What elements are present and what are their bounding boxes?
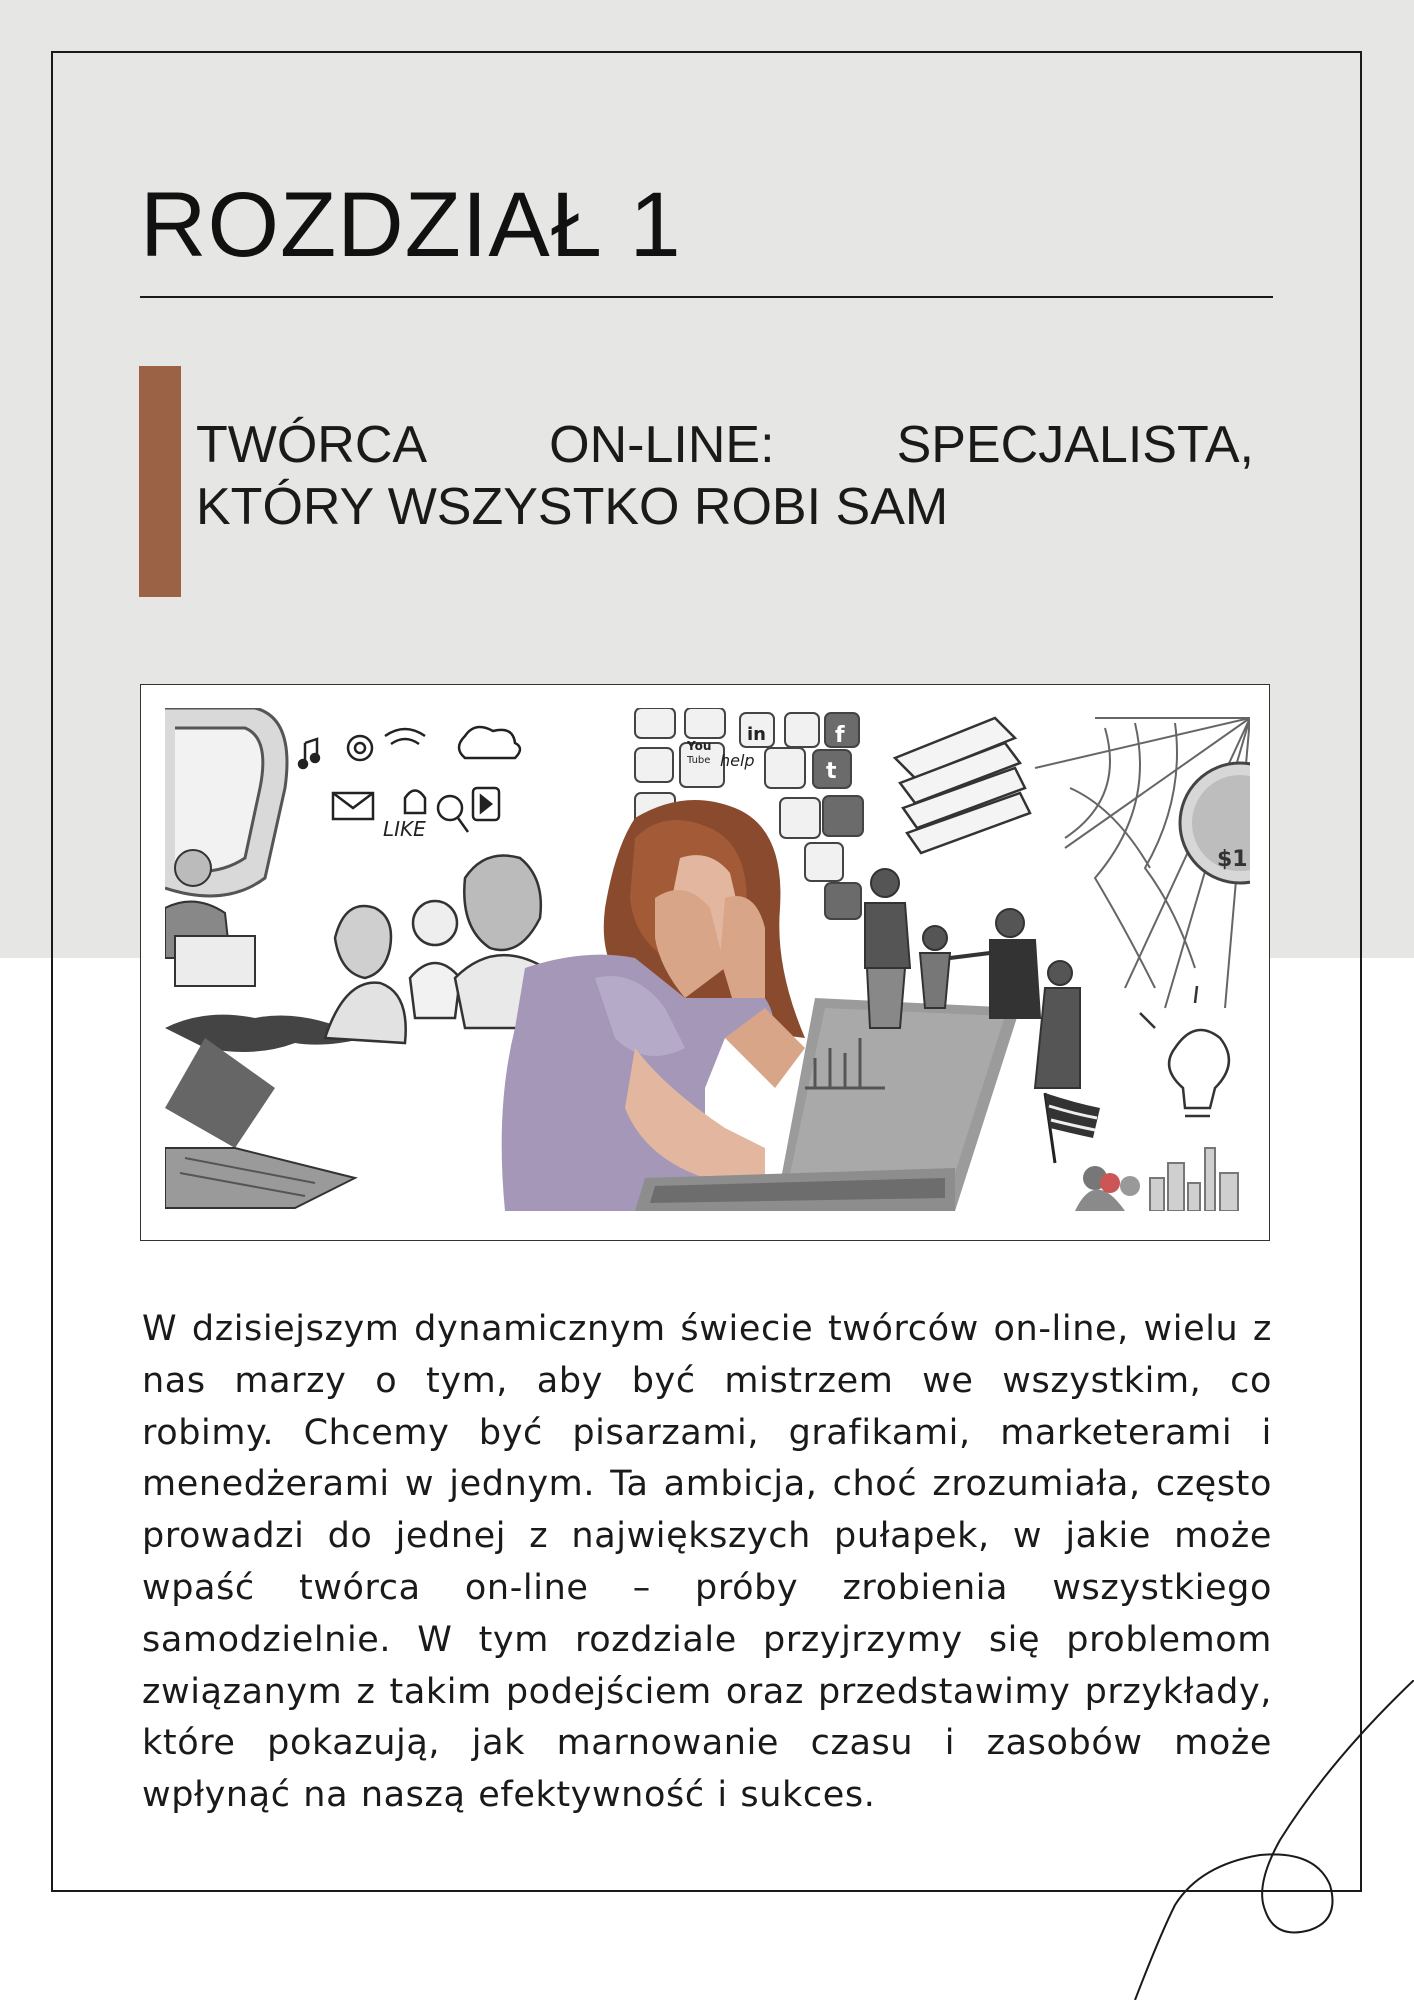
- map-laptop-sketch: [165, 1015, 365, 1208]
- subtitle-line-1: [196, 414, 1254, 476]
- title-divider: [140, 296, 1273, 298]
- like-label: LIKE: [383, 817, 426, 841]
- in-label: in: [747, 724, 766, 745]
- chapter-title: ROZDZIAŁ 1: [140, 174, 682, 276]
- skyline-sketch: [1150, 1148, 1238, 1211]
- illustration-overwhelmed-creator: [165, 708, 1250, 1211]
- you-label: You: [687, 739, 712, 753]
- tube-label: Tube: [687, 755, 711, 766]
- family-sketch: [325, 856, 545, 1044]
- books-sketch: [895, 718, 1030, 853]
- lightbulb-sketch: [1140, 986, 1229, 1116]
- chapter-subtitle: [196, 414, 1254, 538]
- dollar-label: $1: [1217, 847, 1248, 872]
- subtitle-word: SPECJALISTA,: [896, 416, 1254, 474]
- accent-bar: [139, 366, 181, 597]
- help-label: help: [720, 751, 755, 770]
- decorative-swirl: [1080, 1680, 1414, 2000]
- t-label: t: [826, 759, 837, 784]
- subtitle-word: TWÓRCA: [196, 416, 428, 474]
- subtitle-line-2: KTÓRY WSZYSTKO ROBI SAM: [196, 478, 949, 536]
- flag-sketch: [1045, 1093, 1140, 1211]
- f-label: f: [835, 723, 845, 748]
- chapter-intro-paragraph: W dzisiejszym dynamicznym świecie twórców on-line, wielu z nas marzy o tym, aby być mistrzem we wszystkim, co robimy. Chcemy być pisarzami, grafikami, marketerami i menedżerami w jednym. Ta ambicja, choć zrozumiała, często prowadzi do jednej z największych pułapek, w jakie może wpaść twórca on-line – próby zrobienia wszystkiego samodzielnie. W tym rozdziale przyjrzymy się problemom związanym z takim podejściem oraz przedstawimy przykłady, które pokazują, jak marnowanie czasu i zasobów może wpłynąć na naszą efektywność i sukces.: [142, 1309, 1272, 1816]
- subtitle-word: ON-LINE:: [549, 416, 775, 474]
- woman-photo: [502, 800, 805, 1211]
